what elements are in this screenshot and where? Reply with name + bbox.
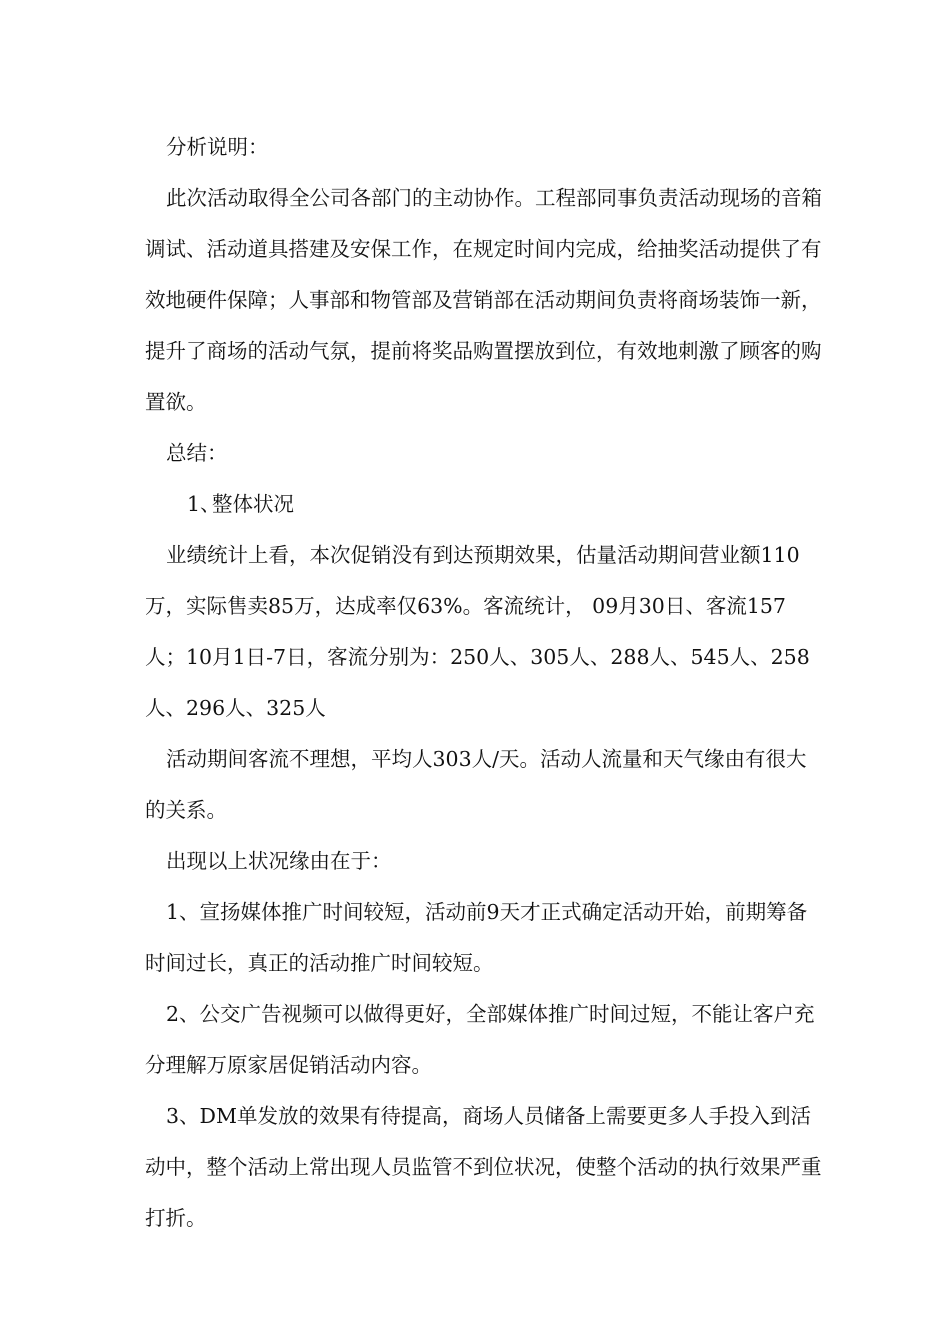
document-body <box>145 122 825 1244</box>
section-1-title: 整体状况 <box>212 492 294 516</box>
section-1-number: 1、 <box>187 492 221 516</box>
reasons-heading: 出现以上状况缘由在于： <box>166 849 392 873</box>
traffic-paragraph: 活动期间客流不理想，平均人303人/天。活动人流量和天气缘由有很大的关系。 <box>145 747 807 822</box>
performance-paragraph: 业绩统计上看，本次促销没有到达预期效果，估量活动期间营业额110万，实际售卖85万，达成率仅63%。客流统计， 09月30日、客流157人；10月1日-7日，客流分别为：250人、305人、288人、545人、258人、296人、325人 <box>145 543 810 720</box>
summary-heading: 总结： <box>166 441 228 465</box>
reason-item-1: 1、宣扬媒体推广时间较短，活动前9天才正式确定活动开始，前期筹备时间过长，真正的活动推广时间较短。 <box>145 900 808 975</box>
analysis-paragraph: 此次活动取得全公司各部门的主动协作。工程部同事负责活动现场的音箱调试、活动道具搭建及安保工作，在规定时间内完成，给抽奖活动提供了有效地硬件保障；人事部和物管部及营销部在活动期间负责将商场装饰一新，提升了商场的活动气氛，提前将奖品购置摆放到位，有效地刺激了顾客的购置欲。 <box>145 186 822 414</box>
analysis-heading: 分析说明： <box>166 135 269 159</box>
reason-item-3: 3、DM单发放的效果有待提高，商场人员储备上需要更多人手投入到活动中，整个活动上常出现人员监管不到位状况，使整个活动的执行效果严重打折。 <box>145 1104 822 1230</box>
section-1-heading <box>145 479 825 530</box>
reason-item-2: 2、公交广告视频可以做得更好，全部媒体推广时间过短，不能让客户充分理解万原家居促销活动内容。 <box>145 1002 815 1077</box>
